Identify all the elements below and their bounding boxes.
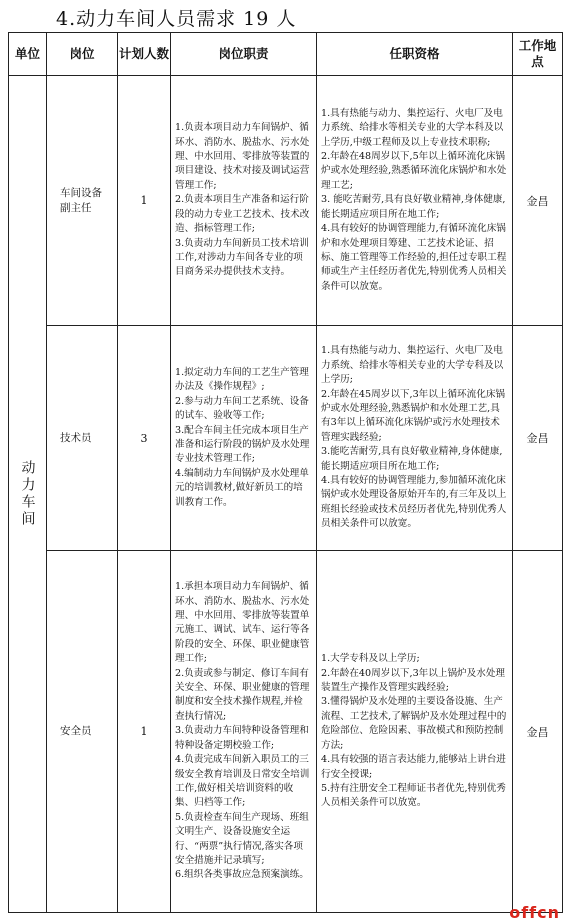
qualification-item: 1.具有热能与动力、集控运行、火电厂及电力系统、给排水等相关专业的大学本科及以上学历,中级工程师及以上专业技术职称;	[321, 107, 504, 148]
position-cell	[47, 76, 118, 326]
requirements-table	[8, 32, 563, 913]
qualification-item: 1.具有热能与动力、集控运行、火电厂及电力系统、给排水等相关专业的大学专科及以上学历;	[321, 345, 504, 386]
duty-item: 3.负责动力车间特种设备管理和特种设备定期校验工作;	[175, 725, 309, 751]
qualification-item: 3.懂得锅炉及水处理的主要设备设施、生产流程、工艺技术,了解锅炉及水处理过程中的危险部位、危险因素、事故模式和预防控制方法;	[321, 696, 507, 751]
watermark-logo: offcn	[509, 903, 560, 922]
table-row	[9, 551, 563, 913]
qualification-item: 4.具有较好的协调管理能力,有循环流化床锅炉和水处理项目筹建、工艺技术论证、招标、施工管理等工作经验的,担任过专职工程师或生产主任经历者优先,特别优秀人员相关条件可以放宽。	[321, 223, 507, 292]
position-cell	[47, 326, 118, 551]
duty-item: 1.负责本项目动力车间锅炉、循环水、消防水、脱盐水、污水处理、中水回用、零排放等装置的项目建设、技术对接及调试运营管理工作;	[175, 122, 310, 191]
duty-item: 1.拟定动力车间的工艺生产管理办法及《操作规程》;	[175, 366, 309, 393]
position-name: 车间设备副主任	[60, 186, 102, 214]
duties-cell	[171, 551, 317, 913]
header-unit: 单位	[9, 33, 47, 76]
header-duties: 岗位职责	[171, 33, 317, 76]
qualification-item: 5.持有注册安全工程师证书者优先,特别优秀人员相关条件可以放宽。	[321, 782, 506, 809]
header-count: 计划人数	[118, 33, 171, 76]
table-row	[9, 326, 563, 551]
qualifications-cell	[317, 76, 513, 326]
duty-item: 2.负责或参与制定、修订车间有关安全、环保、职业健康的管理制度和安全技术操作规程,并检查执行情况;	[175, 667, 310, 722]
position-name: 技术员	[60, 431, 92, 444]
location-cell: 金昌	[513, 551, 563, 913]
location-cell: 金昌	[513, 326, 563, 551]
count-cell: 1	[118, 76, 171, 326]
qualifications-cell	[317, 326, 513, 551]
qualification-item: 3.能吃苦耐劳,具有良好敬业精神,身体健康,能长期适应项目所在地工作;	[321, 446, 503, 472]
duty-item: 3.负责动力车间新员工技术培训工作,对涉动力车间各专业的项目商务采办提供技术支持。	[175, 237, 309, 278]
duties-cell	[171, 76, 317, 326]
table-row	[9, 76, 563, 326]
qualification-item: 2.年龄在45周岁以下,3年以上循环流化床锅炉或水处理经验,熟悉锅炉和水处理工艺,具有3年以上循环流化床锅炉或污水处理技术管理实践经验;	[321, 388, 506, 443]
qualification-item: 4.具有较好的协调管理能力,参加循环流化床锅炉或水处理设备原始开车的,有三年及以上班组长经验或技术员经历者优先,特别优秀人员相关条件可以放宽。	[321, 475, 507, 530]
department-cell	[9, 76, 47, 913]
department-name: 动力车间	[19, 460, 36, 528]
duty-item: 1.承担本项目动力车间锅炉、循环水、消防水、脱盐水、污水处理、中水回用、零排放等装置单元施工、调试、试车、运行等各阶段的安全、环保、职业健康管理工作;	[175, 581, 310, 665]
header-position: 岗位	[47, 33, 118, 76]
qualification-item: 1.大学专科及以上学历;	[321, 653, 420, 665]
qualification-item: 2.年龄在40周岁以下,3年以上锅炉及水处理装置生产操作及管理实践经验;	[321, 667, 506, 694]
position-name: 安全员	[60, 725, 92, 737]
header-row	[9, 33, 563, 76]
duty-item: 6.组织各类事故应急预案演练。	[175, 869, 309, 881]
header-location: 工作地点	[513, 33, 563, 76]
count-cell: 3	[118, 326, 171, 551]
duty-item: 2.负责本项目生产准备和运行阶段的动力专业工艺技术、技术改造、指标管理工作;	[175, 194, 310, 235]
duty-item: 2.参与动力车间工艺系统、设备的试车、验收等工作;	[175, 395, 309, 422]
qualification-item: 2.年龄在48周岁以下,5年以上循环流化床锅炉或水处理经验,熟悉循环流化床锅炉和水处理工艺;	[321, 151, 507, 191]
qualifications-cell	[317, 551, 513, 913]
duty-item: 4.编制动力车间锅炉及水处理单元的培训教材,做好新员工的培训教育工作。	[175, 467, 309, 508]
duty-item: 4.负责完成车间新入职员工的三级安全教育培训及日常安全培训工作,做好相关培训资料的收集、归档等工作;	[175, 754, 310, 809]
qualification-item: 3. 能吃苦耐劳,具有良好敬业精神,身体健康,能长期适应项目所在地工作;	[321, 194, 506, 220]
duty-item: 5.负责检查车间生产现场、班组文明生产、设备设施安全运行、“两票”执行情况,落实各项安全措施并记录填写;	[175, 811, 309, 866]
duties-cell	[171, 326, 317, 551]
qualification-item: 4.具有较强的语言表达能力,能够站上讲台进行安全授课;	[321, 754, 506, 780]
position-cell	[47, 551, 118, 913]
location-cell: 金昌	[513, 76, 563, 326]
page-title: 4.动力车间人员需求 19 人	[56, 8, 297, 30]
count-cell: 1	[118, 551, 171, 913]
header-qualifications: 任职资格	[317, 33, 513, 76]
duty-item: 3.配合车间主任完成本项目生产准备和运行阶段的锅炉及水处理专业技术管理工作;	[175, 424, 310, 465]
